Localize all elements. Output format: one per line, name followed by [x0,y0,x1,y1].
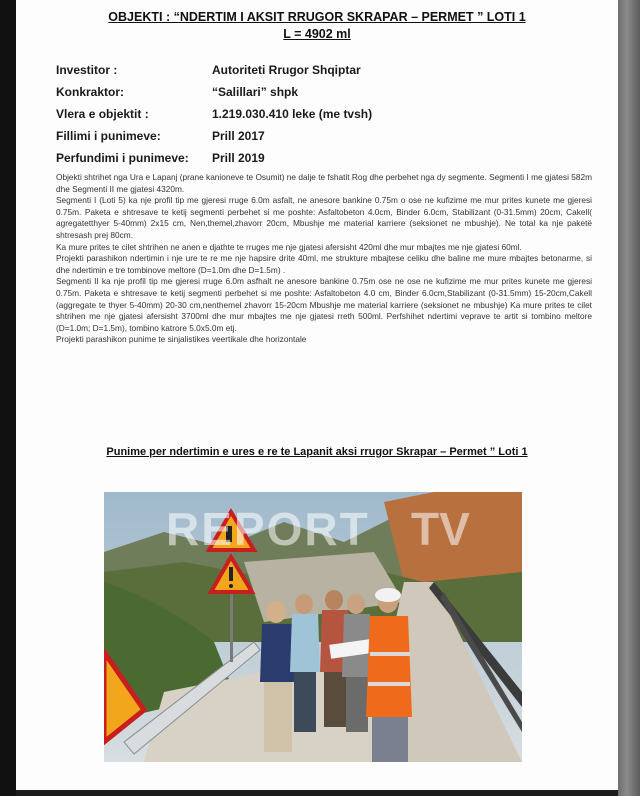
info-row-start [56,129,596,145]
description-paragraph: Projekti parashikon ndertimin i nje ure te re me nje hapsire drite 40ml, me strukture mbajtese celiku dhe baline me mure mbajtes betonarme, si dhe ndertimin e tre tombinove meltore (D=1.0m dhe D=1.5m) . [56,253,592,275]
document-length: L = 4902 ml [283,27,351,41]
info-value: Prill 2017 [212,129,265,143]
photo-caption-title: Punime per ndertimin e ures e re te Lapanit aksi rrugor Skrapar – Permet ” Loti 1 [106,446,528,458]
left-frame-bar [0,0,16,796]
info-label: Perfundimi i punimeve: [56,151,189,165]
info-row-end [56,151,596,167]
info-value: Autoriteti Rrugor Shqiptar [212,63,361,77]
description-paragraph: Ka mure prites te cilet shtrihen ne anen e djathte te rruges me nje gjatesi afersisht 420ml dhe mur mbajtes me nje gjatesi 60ml. [56,241,522,252]
report-tv-watermark: REPORT [166,503,370,555]
info-value: 1.219.030.410 leke (me tvsh) [212,107,373,121]
info-row-contractor [56,85,596,101]
description-paragraph: Segmenti II ka nje profil tip me gjeresi rruge 6.0m asfhalt ne anesore bankine 0.75m ose ne ose ne kufizime me mur prites kunete me gjeresi 0.75m. Paketa e shtresave te ketij segmenti perbehet si me poshte: Asfaltobeton 4.0 cm, Binder 6.0cm,Stabilizant (0-31.5mm) 15-20cm,Cakell (aggregate te thyer 5-40mm) 20-30 cm,nenthemel zhavorr 15-20cm Mbushje me material karriere (seksionet ne mbushje) Ka mure prites te cilet shtrihen me nje gjatesi afersisht 3700ml dhe mur mbajtes me nje gjatesi rreth 500ml. Perfshihet ndertimi veprave te artit si tombino meltore (D=1.0m; D=1.5m), tombino katrore 5.0x5.0m etj. [56,276,592,333]
report-tv-watermark-tv: TV [411,503,470,555]
info-row-value [56,107,596,123]
info-label: Vlera e objektit : [56,107,149,121]
info-label: Konkraktor: [56,85,125,99]
description-paragraph: Projekti parashikon punime te sinjalistikes veertikale dhe horizontale [56,334,307,345]
document-title: OBJEKTI : “NDERTIM I AKSIT RRUGOR SKRAPAR – PERMET ” LOTI 1 [108,10,526,24]
right-scroll-strip [618,0,640,796]
description-paragraph: Segmenti I (Loti 5) ka nje profil tip me gjeresi rruge 6.0m asfalt, ne anesore bankine 0.75m o ose ne kufizime me mur prites kunete me gjeresi 0.75m. Paketa e shtresave te ketij segmenti perbehet si me poshte: Asfaltobeton 4.0cm, Binder 6.0cm, Stabilizant (0-31.5mm) 20cm, Cakell( agregatetthyer 5-40mm) 2x15 cm, Nen,themel,zhavorr 20cm, Mbushje me material karriere (seksionet ne mbushje). Ne total ka nje paketë shtresash prej 80cm. [56,195,592,240]
description-paragraph: Objekti shtrihet nga Ura e Lapanj (prane kanioneve te Osumit) ne dalje te fshatit Rog dhe perbehet nga dy segmente. Segmenti I me gjatesi 582m dhe Segmenti II me gjatesi 4320m. [56,172,592,194]
info-label: Fillimi i punimeve: [56,129,161,143]
info-label: Investitor : [56,63,118,77]
info-value: “Salillari” shpk [212,85,299,99]
document-page [16,0,618,790]
description-text [56,172,592,346]
info-row-investor [56,63,596,79]
info-value: Prill 2019 [212,151,265,165]
